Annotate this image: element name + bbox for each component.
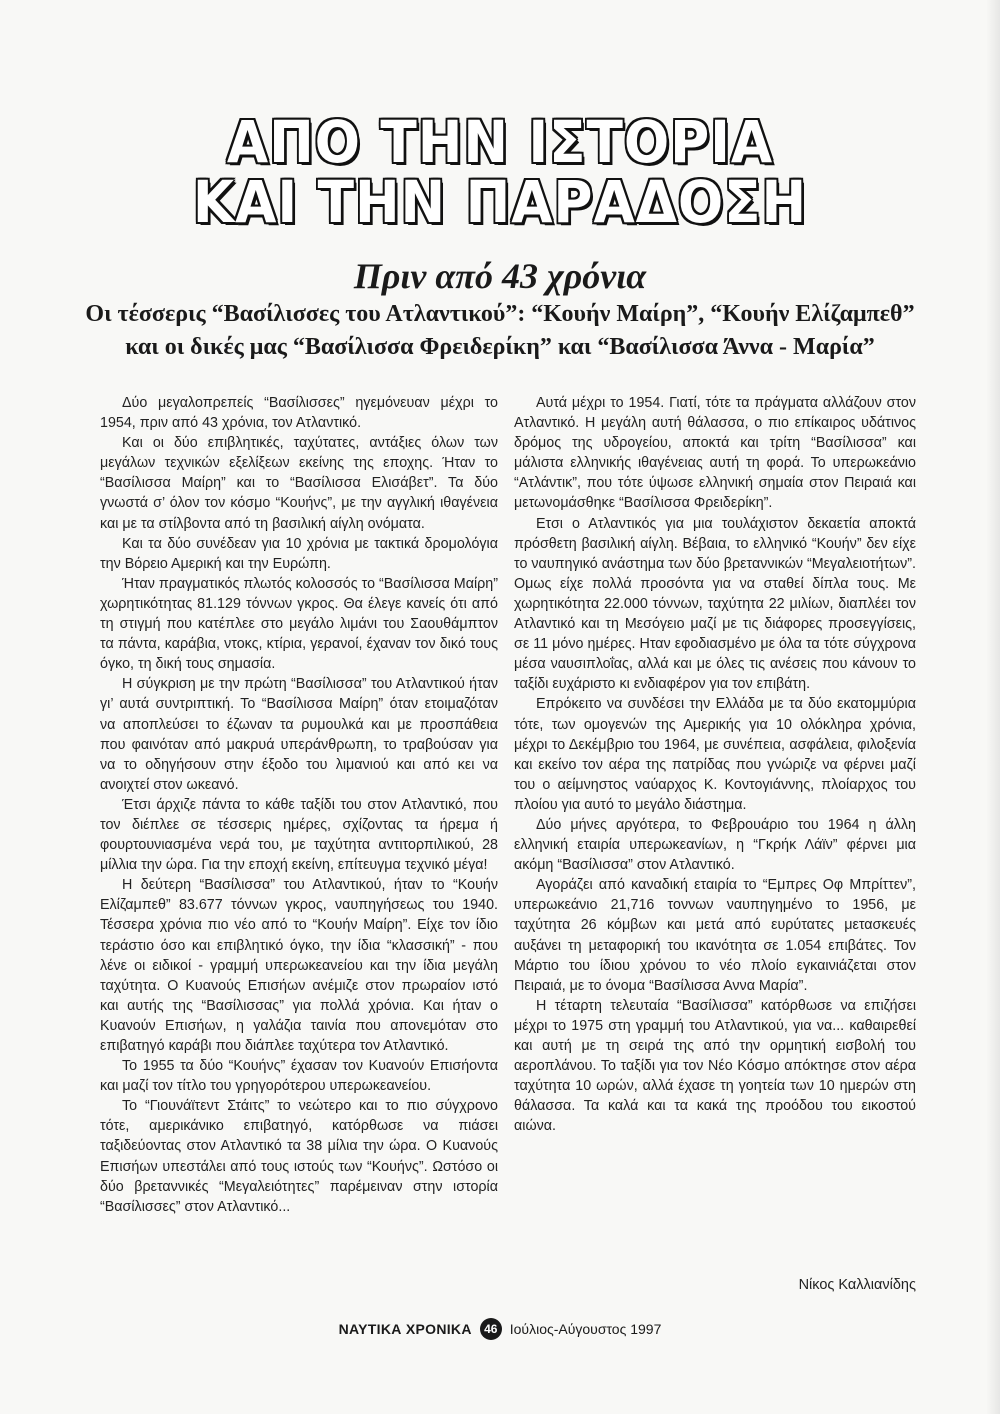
author-signature: Νίκος Καλλιανίδης (798, 1277, 916, 1293)
paragraph: Αγοράζει από καναδική εταιρία το “Εμπρες Οφ Μπρίττεν”, υπερωκεάνιο 21,716 τοννων ναυπηγημένο το 1956, με ταχύτητα 26 κόμβων και μετά από ευρύτατες μετασκευές αυξάνει τη μεταφορική του ικανότητα σε 1.054 επιβάτες. Τον Μάρτιο του ίδιου χρόνου το νέο πλοίο εγκαινιάζεται στον Πειραιά, με το όνομα “Βασίλισσα Αννα Μαρία”. (514, 877, 916, 994)
paragraph: Και τα δύο συνέδεαν για 10 χρόνια με τακτικά δρομολόγια την Βόρειο Αμερική και την Ευρώπη. (100, 535, 498, 572)
paragraph: Το 1955 τα δύο “Κουήνς” έχασαν τον Κυανούν Επισήοντα και μαζί τον τίτλο του γρηγορότερου υπερωκεανείου. (100, 1058, 498, 1095)
page-edge-shadow (986, 0, 1000, 1414)
issue-date: Ιούλιος-Αύγουστος 1997 (509, 1321, 662, 1337)
paragraph: Έτσι άρχιζε πάντα το κάθε ταξίδι του στον Ατλαντικό, που τον διέπλεε σε τέσσερις ημέρες, σχίζοντας τα ήρεμα ή φουρτουνιασμένα νερά του, με ταχύτητα αντιτορπιλικού, 28 μίλλια την ώρα. Για την εποχή εκείνη, επίτευγμα τεχνικό μέγα! (100, 796, 498, 874)
headline-line-2: ΚΑΙ ΤΗΝ ΠΑΡΑΔΟΣΗ (192, 168, 808, 236)
paragraph: Δύο μεγαλοπρεπείς “Βασίλισσες” ηγεμόνευαν μέχρι το 1954, πριν από 43 χρόνια, τον Ατλαντικό. (100, 395, 498, 432)
article-right-column (514, 393, 916, 1136)
paragraph: Η σύγκριση με την πρώτη “Βασίλισσα” του Ατλαντικού ήταν γι’ αυτά συντριπτική. Το “Βασίλισσα Μαίρη” όταν ετοιμαζόταν να αποπλεύσει το έζωναν τα ρυμουλκά και με προσπάθεια που φαινόταν από μακρυά υπεράνθρωπη, το τραβούσαν για να το οδηγήσουν στην έξοδο του λιμανιού και από κει να ανοιχτεί στον ωκεανό. (100, 676, 498, 793)
subtitle: Πριν από 43 χρόνια (353, 256, 647, 296)
paragraph: Αυτά μέχρι το 1954. Γιατί, τότε τα πράγματα αλλάζουν στον Ατλαντικό. Η μεγάλη αυτή θάλασσα, ο πιο επίκαιρος υδάτινος δρόμος της υδρογείου, αποκτά και τρίτη “Βασίλισσα” και μάλιστα ελληνικής ιθαγένειας αυτή τη φορά. Το υπερωκεάνιο “Ατλάντικ”, που τότε ύψωσε ελληνική σημαία στον Πειραιά και μετωνομάσθηκε “Βασίλισσα Φρειδερίκη”. (514, 395, 916, 512)
subhead-line-2: και οι δικές μας “Βασίλισσα Φρειδερίκη” και “Βασίλισσα Άννα - Μαρία” (125, 334, 875, 360)
page-number: 46 (480, 1318, 502, 1340)
paragraph: Το “Γιουνάϊτεντ Στάιτς” το νεώτερο και το πιο σύγχρονο τότε, αμερικάνικο επιβατηγό, κατόρθωσε να πιάσει ταξιδεύοντας στον Ατλαντικό τα 38 μίλια την ώρα. Ο Κυανούς Επισήων υπεστάλει από τους ιστούς των “Κουήνς”. Ωστόσο οι δύο βρεταννικές “Μεγαλειότητες” παρέμειναν στην ιστορία “Βασίλισσες” στον Ατλαντικό... (100, 1098, 498, 1215)
magazine-name: ΝΑΥΤΙΚΑ ΧΡΟΝΙΚΑ (338, 1321, 472, 1337)
paragraph: Η τέταρτη τελευταία “Βασίλισσα” κατόρθωσε να επιζήσει μέχρι το 1975 στη γραμμή του Ατλαντικού, για να... καθαιρεθεί και αυτή με τη σειρά της από την ορμητική εισβολή του αεροπλάνου. Το ταξίδι για τον Νέο Κόσμο απόκτησε στον αέρα ταχύτητα 10 ωρών, αλλά έχασε τη γοητεία των 10 ημερών στη θάλασσα. Τα καλά και τα κακά της προόδου του εικοστού αιώνα. (514, 997, 916, 1135)
paragraph: Ήταν πραγματικός πλωτός κολοσσός το “Βασίλισσα Μαίρη” χωρητικότητας 81.129 τόννων γκρος. Θα έλεγε κανείς ότι από τη στιγμή που κατέπλεε στο μεγάλο λιμάνι του Σαουθάμπτον τα πάντα, καράβια, ντοκς, κτίρια, γερανοί, έχαναν τον δικό τους όγκο, τη δική τους σημασία. (100, 575, 498, 673)
paragraph: Και οι δύο επιβλητικές, ταχύτατες, αντάξιες όλων των μεγάλων τεχνικών εξελίξεων εκείνης της εποχης. Ήταν το “Βασίλισσα Μαίρη” και το “Βασίλισσα Ελισάβετ”. Τα δύο γνωστά σ’ όλον τον κόσμο “Κουήνς”, με την αγγλική ιθαγένεια και με τα στίλβοντα από τη βασιλική αίγλη ονόματα. (100, 435, 498, 532)
headline-line-1: ΑΠΟ ΤΗΝ ΙΣΤΟΡΙΑ (226, 108, 774, 176)
paragraph: Δύο μήνες αργότερα, το Φεβρουάριο του 1964 η άλλη ελληνική εταιρία υπερωκεανίων, η “Γκρήκ Λάϊν” φέρνει μια ακόμη “Βασίλισσα” στον Ατλαντικό. (514, 816, 916, 874)
article-left-column (100, 393, 498, 1217)
paragraph: Επρόκειτο να συνδέσει την Ελλάδα με τα δύο εκατομμύρια τότε, των ομογενών της Αμερικής για 10 ολόκληρα χρόνια, μέχρι το Δεκέμβριο του 1964, με συνέπεια, ασφάλεια, φιλοξενία και εκείνο τον αέρα της πατρίδας που γνώριζε να φέρνει μαζί του ο αείμνηστος ναύαρχος Κ. Κοντογιάννης, πλοίαρχος του πλοίου για αυτό το μεγάλο διάστημα. (514, 696, 916, 813)
headline (40, 108, 960, 236)
page-footer (0, 1318, 1000, 1340)
subhead-line-1: Οι τέσσερις “Βασίλισσες του Ατλαντικού”: “Κουήν Μαίρη”, “Κουήν Ελίζαμπεθ” (85, 301, 915, 327)
subhead (0, 298, 1000, 364)
paragraph: Ετσι ο Ατλαντικός για μια τουλάχιστον δεκαετία αποκτά πρόσθετη βασιλική αίγλη. Βέβαια, το ελληνικό “Κουήν” δεν είχε το ναυπηγικό ανάστημα των δύο βρεταννικών “Μεγαλειοτήτων”. Ομως είχε πολλά προσόντα για να σταθεί δίπλα τους. Με χωρητικότητα 22.000 τόννων, ταχύτητα 22 μιλίων, διαπλέει τον Ατλαντικό και τη Μεσόγειο μαζί με τις διάφορες προσεγγίσεις, σε 11 μόνο ημέρες. Ηταν εφοδιασμένο με όλα τα τότε σύγχρονα μέσα ναυσιπλοΐας, αλλά και με όλες τις ανέσεις που κάνουν το ταξίδι ευχάριστο κι ενδιαφέρον για τον επιβάτη. (514, 515, 916, 693)
paragraph: Η δεύτερη “Βασίλισσα” του Ατλαντικού, ήταν το “Κουήν Ελίζαμπεθ” 83.677 τόννων γκρος, ναυπηγήσεως του 1940. Τέσσερα χρόνια πιο νέο από το “Κουήν Μαίρη”. Είχε τον ίδιο τεράστιο όσο και επιβλητικό όγκο, την ίδια “κλασσική” - που λένε οι ειδικοί - γραμμή υπερωκεανείου και την ίδια μεγάλη ταχύτητα. Ο Κυανούς Επισήων ανέμιζε στον πρωραίον ιστό και αυτής της “Βασίλισσας” για πολλά χρόνια. Και ήταν ο Κυανούν Επισήων, η γαλάζια ταινία που απονεμόταν στο επιβατηγό καράβι που διάπλεε ταχύτερα τον Ατλαντικό. (100, 877, 498, 1054)
